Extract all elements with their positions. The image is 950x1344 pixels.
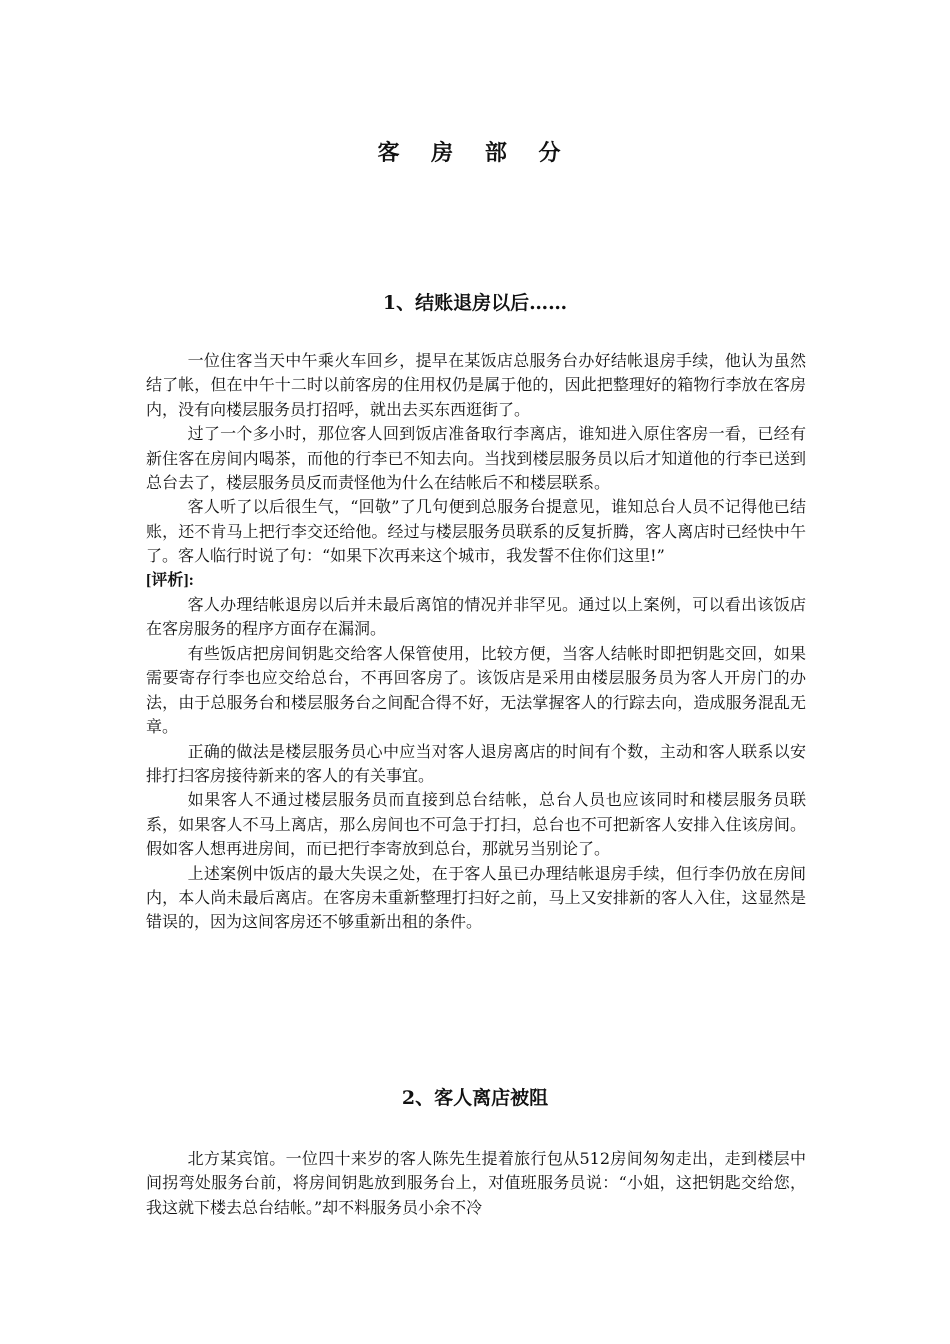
section-2-paragraph: 北方某宾馆。一位四十来岁的客人陈先生提着旅行包从512房间匆匆走出，走到楼层中间拐弯处服务台前，将房间钥匙放到服务台上，对值班服务员说：“小姐，这把钥匙交给您，我这就下楼去总台结帐。”却不料服务员小余不冷: [146, 1149, 806, 1217]
document-title: 客 房 部 分: [377, 140, 573, 166]
analysis-paragraph: 正确的做法是楼层服务员心中应当对客人退房离店的时间有个数，主动和客人联系以安排打扫客房接待新来的客人的有关事宜。: [146, 741, 806, 785]
analysis-label: [评析]:: [146, 571, 194, 589]
analysis-paragraph: 上述案例中饭店的最大失误之处，在于客人虽已办理结帐退房手续，但行李仍放在房间内，本人尚未最后离店。在客房未重新整理打扫好之前，马上又安排新的客人入住，这显然是错误的，因为这间客房还不够重新出租的条件。: [146, 863, 806, 932]
section-1-heading: 1、结账退房以后……: [382, 292, 568, 314]
analysis-paragraph: 客人办理结帐退房以后并未最后离馆的情况并非罕见。通过以上案例，可以看出该饭店在客房服务的程序方面存在漏洞。: [146, 595, 806, 639]
section-1-paragraph: 一位住客当天中午乘火车回乡，提早在某饭店总服务台办好结帐退房手续，他认为虽然结了帐，但在中午十二时以前客房的住用权仍是属于他的，因此把整理好的箱物行李放在客房内，没有向楼层服务员打招呼，就出去买东西逛街了。: [146, 351, 806, 419]
section-2-body: [146, 1147, 806, 1220]
section-1-paragraph: 过了一个多小时，那位客人回到饭店准备取行李离店，谁知进入原住客房一看，已经有新住客在房间内喝茶，而他的行李已不知去向。当找到楼层服务员以后才知道他的行李已送到总台去了，楼层服务员反而责怪他为什么在结帐后不和楼层联系。: [146, 424, 806, 493]
section-2-heading: 2、客人离店被阻: [401, 1087, 549, 1109]
section-1-paragraph: 客人听了以后很生气，“回敬”了几句便到总服务台提意见，谁知总台人员不记得他已结账，还不肯马上把行李交还给他。经过与楼层服务员联系的反复折腾，客人离店时已经快中午了。客人临行时说了句：“如果下次再来这个城市，我发誓不住你们这里!”: [146, 497, 806, 566]
analysis-paragraph: 有些饭店把房间钥匙交给客人保管使用，比较方便，当客人结帐时即把钥匙交回，如果需要寄存行李也应交给总台，不再回客房了。该饭店是采用由楼层服务员为客人开房门的办法，由于总服务台和楼层服务台之间配合得不好，无法掌握客人的行踪去向，造成服务混乱无章。: [146, 643, 806, 737]
section-1-body: [146, 349, 806, 935]
analysis-paragraph: 如果客人不通过楼层服务员而直接到总台结帐，总台人员也应该同时和楼层服务员联系，如果客人不马上离店，那么房间也不可急于打扫，总台也不可把新客人安排入住该房间。假如客人想再进房间，而已把行李寄放到总台，那就另当别论了。: [146, 790, 806, 859]
